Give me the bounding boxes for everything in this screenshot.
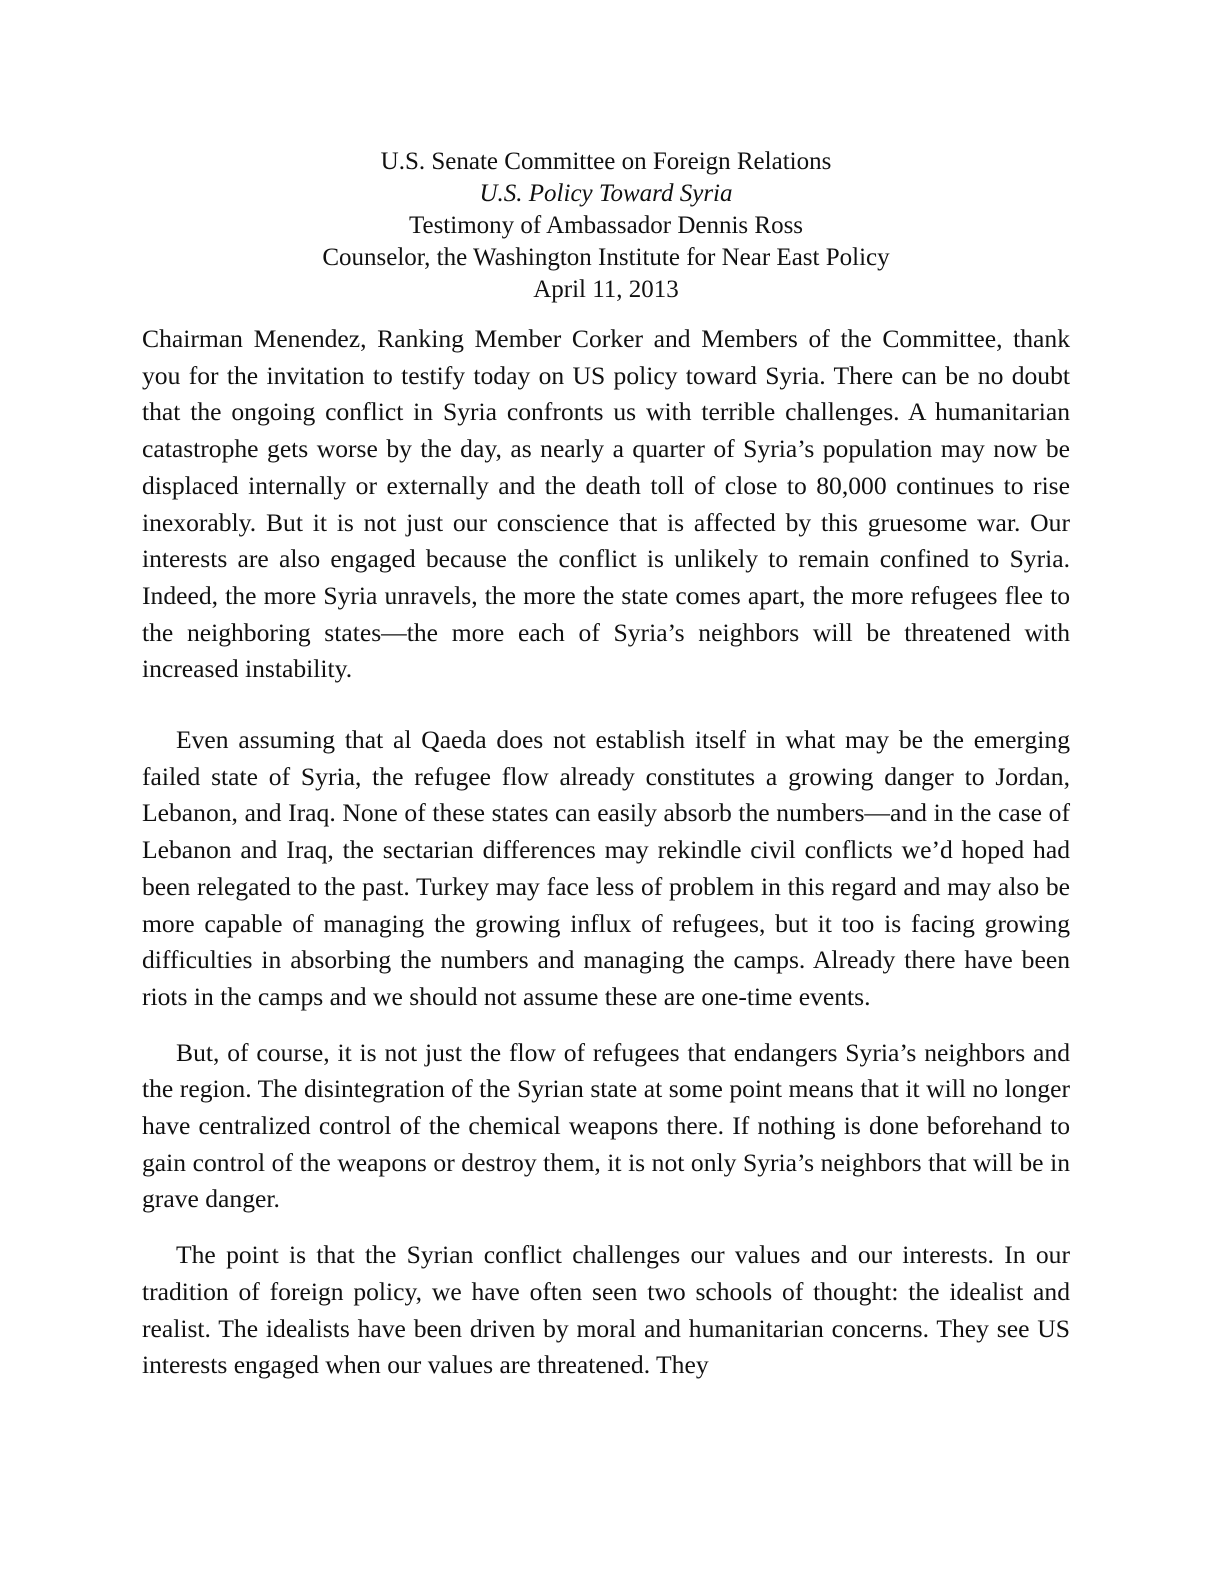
body-paragraph-2: Even assuming that al Qaeda does not establish itself in what may be the emerging failed state of Syria, the refugee flow already constitutes a growing danger to Jordan, Lebanon, and Iraq. None of these states can easily absorb the numbers—and in the case of Lebanon and Iraq, the sectarian differences may rekindle civil conflicts we’d hoped had been relegated to the past. Turkey may face less of problem in this regard and may also be more capable of managing the growing influx of refugees, but it too is facing growing difficulties in absorbing the numbers and managing the camps. Already there have been riots in the camps and we should not assume these are one-time events. [142,725,1070,1011]
committee-name: U.S. Senate Committee on Foreign Relations [380,148,832,175]
body-paragraph-3: But, of course, it is not just the flow of refugees that endangers Syria’s neighbors and the region. The disintegration of the Syrian state at some point means that it will no longer have centralized control of the chemical weapons there. If nothing is done beforehand to gain control of the weapons or destroy them, it is not only Syria’s neighbors that will be in grave danger. [142,1037,1070,1214]
body-paragraph-1: Chairman Menendez, Ranking Member Corker and Members of the Committee, thank you for the invitation to testify today on US policy toward Syria. There can be no doubt that the ongoing conflict in Syria confronts us with terrible challenges. A humanitarian catastrophe gets worse by the day, as nearly a quarter of Syria’s population may now be displaced internally or externally and the death toll of close to 80,000 continues to rise inexorably. But it is not just our conscience that is affected by this gruesome war. Our interests are also engaged because the conflict is unlikely to remain confined to Syria. Indeed, the more Syria unravels, the more the state comes apart, the more refugees flee to the neighboring states—the more each of Syria’s neighbors will be threatened with increased instability. [142,324,1070,684]
testimony-date: April 11, 2013 [533,276,679,303]
testimony-line: Testimony of Ambassador Dennis Ross [408,212,804,239]
hearing-title: U.S. Policy Toward Syria [479,180,733,207]
witness-position: Counselor, the Washington Institute for Near East Policy [322,244,890,271]
document-header [142,146,1070,306]
body-paragraph-4: The point is that the Syrian conflict challenges our values and our interests. In our tradition of foreign policy, we have often seen two schools of thought: the idealist and realist. The idealists have been driven by moral and humanitarian concerns. They see US interests engaged when our values are threatened. They [142,1240,1070,1380]
